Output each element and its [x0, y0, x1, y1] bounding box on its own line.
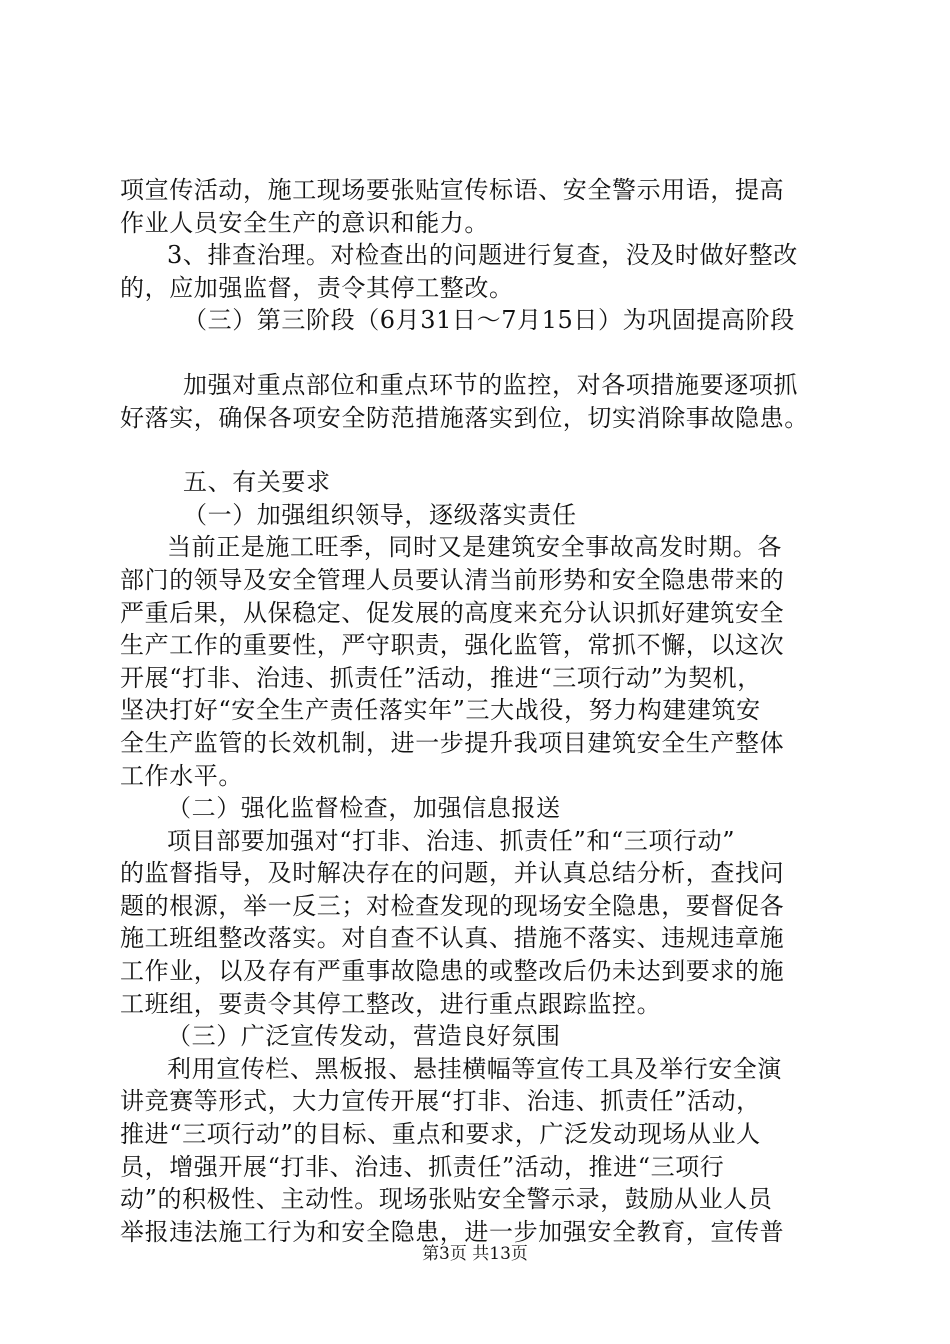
- text-line: 利用宣传栏、黑板报、悬挂横幅等宣传工具及举行安全演: [167, 1054, 782, 1083]
- req2-heading: （二）强化监督检查，加强信息报送: [167, 794, 561, 823]
- text-line: 的，应加强监督，责令其停工整改。: [120, 273, 514, 302]
- text-line: 员，增强开展“打非、治违、抓责任”活动，推进“三项行: [120, 1152, 725, 1181]
- text-line: 工作水平。: [120, 761, 243, 790]
- text-line: 3、排查治理。对检查出的问题进行复查，没及时做好整改: [167, 241, 798, 270]
- text-line: 的监督指导，及时解决存在的问题，并认真总结分析，查找问: [120, 859, 785, 888]
- text-line: 题的根源，举一反三；对检查发现的现场安全隐患，要督促各: [120, 891, 785, 920]
- text-line: 全生产监管的长效机制，进一步提升我项目建筑安全生产整体: [120, 728, 785, 757]
- text-line: 坚决打好“安全生产责任落实年”三大战役，努力构建建筑安: [120, 696, 761, 725]
- text-line: 部门的领导及安全管理人员要认清当前形势和安全隐患带来的: [120, 565, 785, 594]
- phase3-heading: （三）第三阶段（6月31日～7月15日）为巩固提高阶段: [183, 306, 795, 335]
- text-line: 动”的积极性、主动性。现场张贴安全警示录，鼓励从业人员: [120, 1185, 773, 1214]
- text-line: 施工班组整改落实。对自查不认真、措施不落实、违规违章施: [120, 924, 785, 953]
- page-number-label: 第3页 共13页: [422, 1244, 528, 1264]
- text-line: 工班组，要责令其停工整改，进行重点跟踪监控。: [120, 989, 662, 1018]
- page-footer: [0, 1243, 950, 1265]
- text-line: 讲竞赛等形式，大力宣传开展“打非、治违、抓责任”活动，: [120, 1087, 761, 1116]
- text-line: 生产工作的重要性，严守职责，强化监管，常抓不懈，以这次: [120, 631, 785, 660]
- document-body: [120, 174, 832, 1248]
- text-line: 举报违法施工行为和安全隐患，进一步加强安全教育，宣传普: [120, 1217, 785, 1246]
- text-line: 工作业，以及存有严重事故隐患的或整改后仍未达到要求的施: [120, 957, 785, 986]
- text-line: 开展“打非、治违、抓责任”活动，推进“三项行动”为契机，: [120, 663, 762, 692]
- text-line: 加强对重点部位和重点环节的监控，对各项措施要逐项抓: [183, 370, 798, 399]
- text-line: 作业人员安全生产的意识和能力。: [120, 208, 489, 237]
- section5-heading: 五、有关要求: [183, 468, 331, 497]
- text-line: 项宣传活动，施工现场要张贴宣传标语、安全警示用语，提高: [120, 176, 785, 204]
- text-line: 项目部要加强对“打非、治违、抓责任”和“三项行动”: [167, 826, 736, 855]
- spacer: [120, 434, 832, 466]
- req1-heading: （一）加强组织领导，逐级落实责任: [183, 500, 577, 529]
- text-line: 当前正是施工旺季，同时又是建筑安全事故高发时期。各: [167, 533, 782, 562]
- spacer: [120, 337, 832, 369]
- text-line: 推进“三项行动”的目标、重点和要求，广泛发动现场从业人: [120, 1120, 761, 1149]
- text-line: 好落实，确保各项安全防范措施落实到位，切实消除事故隐患。: [120, 403, 809, 432]
- text-line: 严重后果，从保稳定、促发展的高度来充分认识抓好建筑安全: [120, 598, 785, 627]
- req3-heading: （三）广泛宣传发动，营造良好氛围: [167, 1022, 561, 1051]
